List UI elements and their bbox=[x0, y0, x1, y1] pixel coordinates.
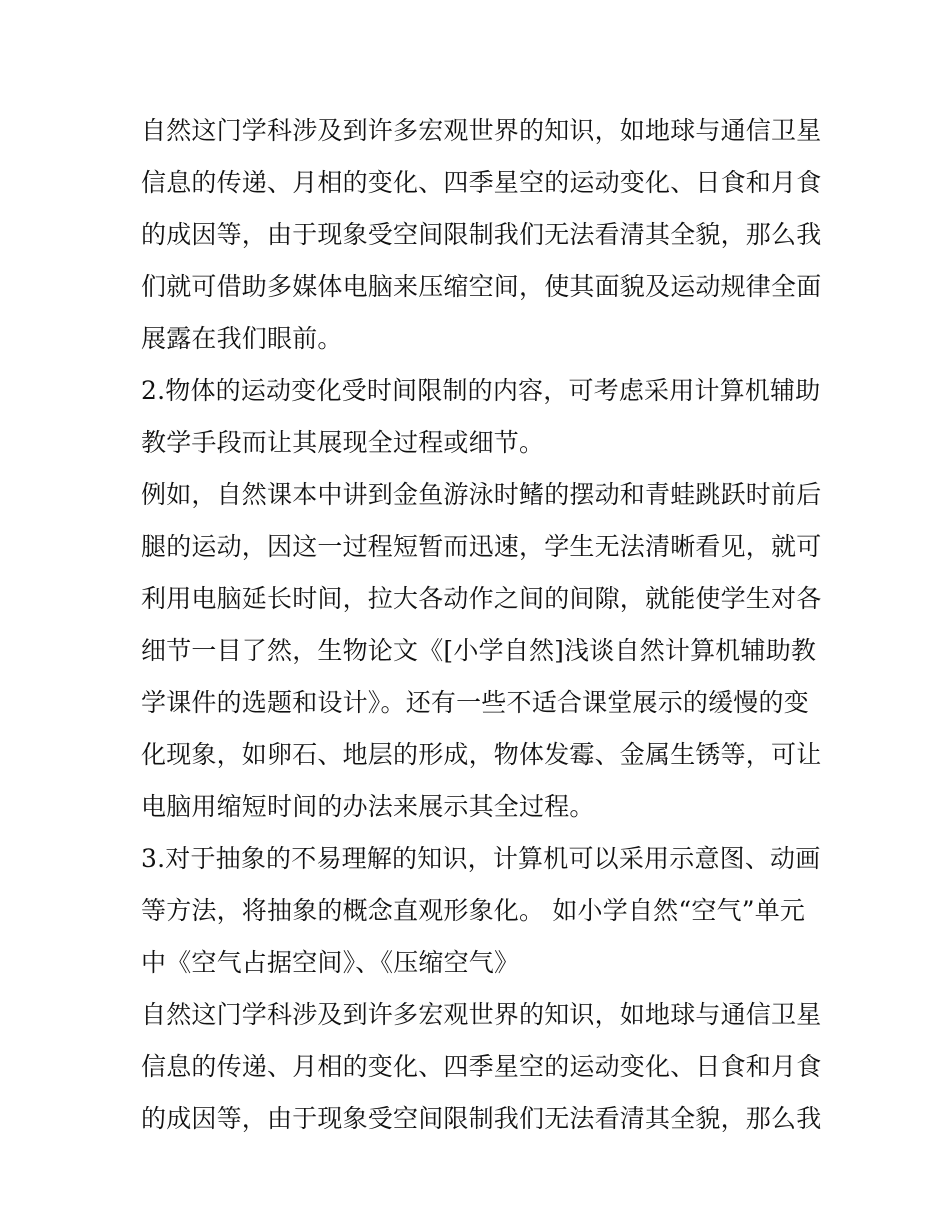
body-text bbox=[141, 105, 821, 1145]
text-line: 信息的传递、月相的变化、四季星空的运动变化、日食和月食 bbox=[141, 1052, 822, 1081]
text-line: 化现象，如卵石、地层的形成，物体发霉、金属生锈等，可让 bbox=[141, 740, 822, 769]
text-line: 利用电脑延长时间，拉大各动作之间的间隙，就能使学生对各 bbox=[141, 584, 822, 613]
text-line: 3.对于抽象的不易理解的知识，计算机可以采用示意图、动画 bbox=[141, 844, 821, 873]
text-line: 自然这门学科涉及到许多宏观世界的知识，如地球与通信卫星 bbox=[141, 1000, 822, 1029]
text-line: 学课件的选题和设计》。还有一些不适合课堂展示的缓慢的变 bbox=[141, 688, 809, 717]
text-line: 2.物体的运动变化受时间限制的内容，可考虑采用计算机辅助 bbox=[141, 376, 821, 405]
text-line: 展露在我们眼前。 bbox=[141, 324, 343, 353]
text-line: 信息的传递、月相的变化、四季星空的运动变化、日食和月食 bbox=[141, 168, 822, 197]
text-line: 们就可借助多媒体电脑来压缩空间，使其面貌及运动规律全面 bbox=[141, 272, 822, 301]
text-line: 自然这门学科涉及到许多宏观世界的知识，如地球与通信卫星 bbox=[141, 116, 822, 145]
text-line: 电脑用缩短时间的办法来展示其全过程。 bbox=[141, 792, 595, 821]
text-line: 教学手段而让其展现全过程或细节。 bbox=[141, 428, 545, 457]
text-line: 腿的运动，因这一过程短暂而迅速，学生无法清晰看见，就可 bbox=[141, 532, 822, 561]
text-line: 等方法，将抽象的概念直观形象化。 如小学自然“空气”单元 bbox=[141, 896, 806, 925]
text-line: 的成因等，由于现象受空间限制我们无法看清其全貌，那么我 bbox=[141, 1104, 822, 1133]
text-line: 中《空气占据空间》、《压缩空气》 bbox=[141, 948, 520, 977]
text-line: 细节一目了然，生物论文《[小学自然]浅谈自然计算机辅助教 bbox=[141, 636, 817, 665]
text-line: 例如，自然课本中讲到金鱼游泳时鳍的摆动和青蛙跳跃时前后 bbox=[141, 480, 822, 509]
text-line: 的成因等，由于现象受空间限制我们无法看清其全貌，那么我 bbox=[141, 220, 822, 249]
